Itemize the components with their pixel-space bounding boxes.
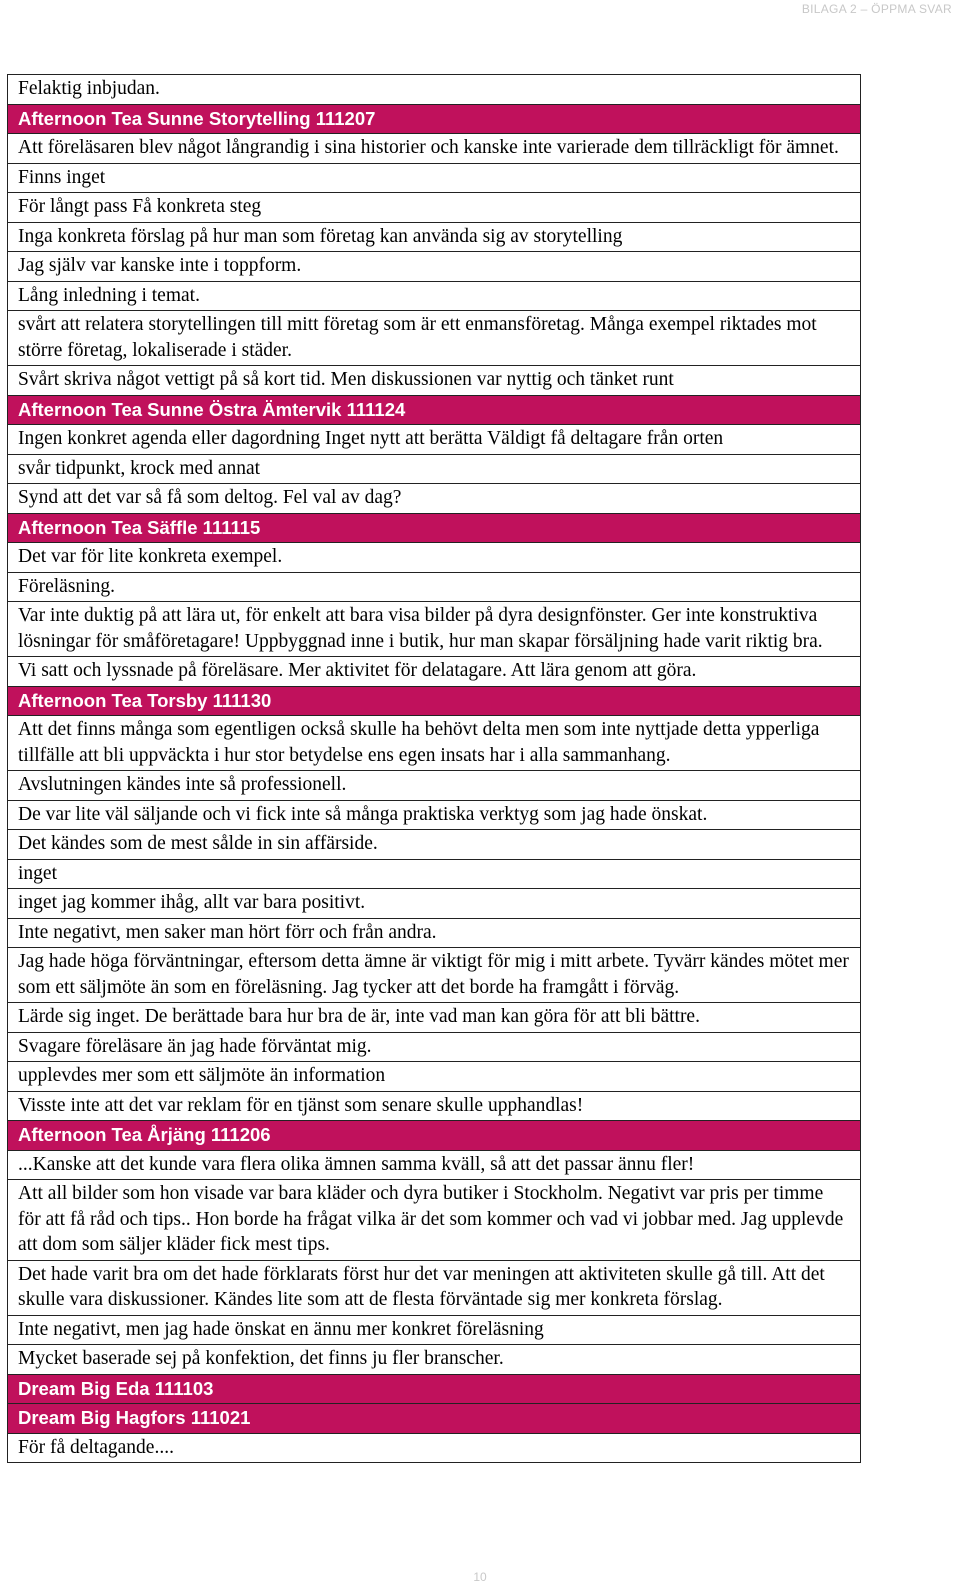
response-row: Det var för lite konkreta exempel. (8, 543, 860, 573)
response-row: För få deltagande.... (18, 1436, 174, 1458)
response-row: svårt att relatera storytellingen till mitt företag som är ett enmansföretag. Många exempel riktades mot större företag, lokaliserade i städer. (8, 311, 860, 366)
response-row: Jag själv var kanske inte i toppform. (8, 252, 860, 282)
response-row: Vi satt och lyssnade på föreläsare. Mer aktivitet för delatagare. Att lära genom att göra. (8, 657, 860, 687)
section-heading: Afternoon Tea Torsby 111130 (8, 687, 860, 717)
response-row: upplevdes mer som ett säljmöte än information (8, 1062, 860, 1092)
response-row: Att all bilder som hon visade var bara kläder och dyra butiker i Stockholm. Negativt var pris per timme för att få råd och tips.. Hon borde ha frågat vilka är det som kommer och vad vi jobbar med. Jag upplevde att dom som säljer kläder fick mest tips. (8, 1180, 860, 1261)
page-number: 10 (473, 1570, 487, 1584)
section-heading: Dream Big Eda 111103 (8, 1375, 860, 1405)
response-row: Att det finns många som egentligen också skulle ha behövt delta men som inte nyttjade detta ypperliga tillfälle att bli uppväckta i hur stor betydelse ens egen insats har i alla sammanhang. (8, 716, 860, 771)
response-row: Synd att det var så få som deltog. Fel val av dag? (8, 484, 860, 514)
response-row: Var inte duktig på att lära ut, för enkelt att bara visa bilder på dyra designfönster. Ger inte konstruktiva lösningar för småföretagare! Uppbyggnad inne i butik, hur man skapar försäljning hade varit riktig bra. (8, 602, 860, 657)
response-row: Finns inget (8, 164, 860, 194)
response-row: Det hade varit bra om det hade förklarats först hur det var meningen att aktiviteten skulle gå till. Att det skulle vara diskussioner. Kändes lite som att de flesta förväntade sig mer konkreta förslag. (8, 1261, 860, 1316)
response-row: Inte negativt, men saker man hört förr och från andra. (8, 919, 860, 949)
section-heading: Afternoon Tea Säffle 111115 (8, 514, 860, 544)
response-row: svår tidpunkt, krock med annat (8, 455, 860, 485)
response-row: De var lite väl säljande och vi fick inte så många praktiska verktyg som jag hade önskat. (8, 801, 860, 831)
response-row: Felaktig inbjudan. (8, 75, 860, 105)
response-row: Lärde sig inget. De berättade bara hur bra de är, inte vad man kan göra för att bli bättre. (8, 1003, 860, 1033)
response-row: Ingen konkret agenda eller dagordning Inget nytt att berätta Väldigt få deltagare från orten (8, 425, 860, 455)
response-row: Att föreläsaren blev något långrandig i sina historier och kanske inte varierade dem tillräckligt för ämnet. (8, 134, 860, 164)
response-row: Svagare föreläsare än jag hade förväntat mig. (8, 1033, 860, 1063)
response-row: Mycket baserade sej på konfektion, det finns ju fler branscher. (8, 1345, 860, 1375)
response-row: Visste inte att det var reklam för en tjänst som senare skulle upphandlas! (8, 1092, 860, 1122)
response-row: För långt pass Få konkreta steg (8, 193, 860, 223)
response-row: Lång inledning i temat. (8, 282, 860, 312)
responses-table (7, 74, 861, 1463)
section-heading: Afternoon Tea Sunne Östra Ämtervik 111124 (8, 396, 860, 426)
response-row: ...Kanske att det kunde vara flera olika ämnen samma kväll, så att det passar ännu fler! (8, 1151, 860, 1181)
section-heading: Dream Big Hagfors 111021 (8, 1404, 860, 1434)
response-row: inget jag kommer ihåg, allt var bara positivt. (8, 889, 860, 919)
response-row: Inte negativt, men jag hade önskat en ännu mer konkret föreläsning (8, 1316, 860, 1346)
section-heading: Afternoon Tea Sunne Storytelling 111207 (8, 105, 860, 135)
response-row: Inga konkreta förslag på hur man som företag kan använda sig av storytelling (8, 223, 860, 253)
response-row: Svårt skriva något vettigt på så kort tid. Men diskussionen var nyttig och tänket runt (8, 366, 860, 396)
section-heading: Afternoon Tea Årjäng 111206 (8, 1121, 860, 1151)
response-row: Föreläsning. (8, 573, 860, 603)
response-row: Jag hade höga förväntningar, eftersom detta ämne är viktigt för mig i mitt arbete. Tyvärr kändes mötet mer som ett säljmöte än som en föreläsning. Jag tycker att det borde ha framgått i förväg. (8, 948, 860, 1003)
response-row: Det kändes som de mest sålde in sin affärside. (8, 830, 860, 860)
response-row: inget (8, 860, 860, 890)
page-header: BILAGA 2 – ÖPPMA SVAR (801, 2, 952, 16)
response-row: Avslutningen kändes inte så professionell. (8, 771, 860, 801)
